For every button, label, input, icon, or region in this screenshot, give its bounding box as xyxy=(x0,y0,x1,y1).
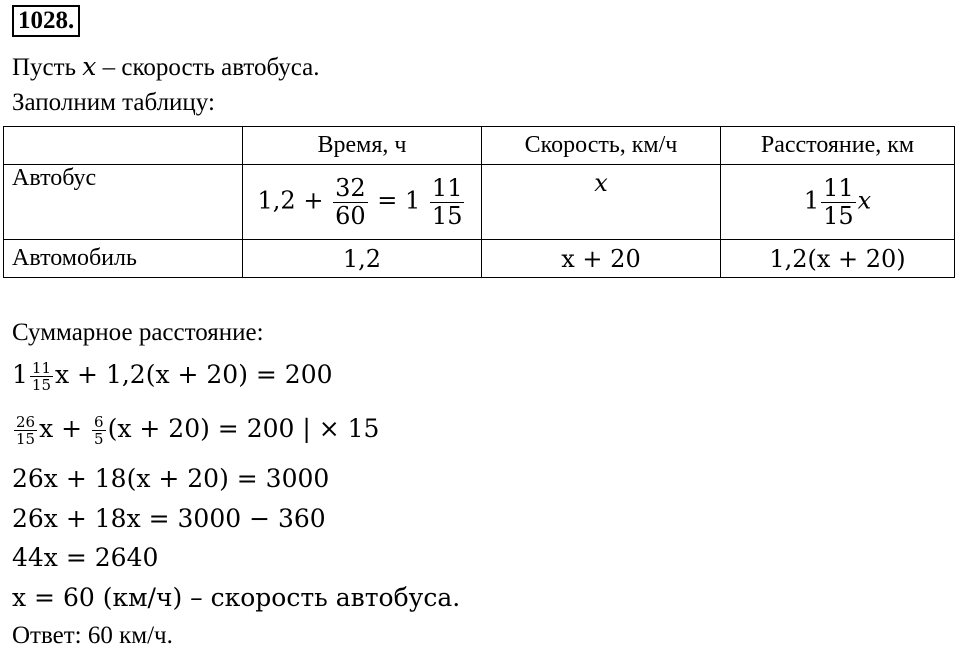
equation-6: x = 60 (км/ч) – скорость автобуса. xyxy=(12,583,461,612)
equation-2 xyxy=(12,412,379,448)
eq2-fraction-1 xyxy=(14,414,37,448)
eq2-numerator-2: 6 xyxy=(94,412,104,431)
problem-number: 1028. xyxy=(12,5,80,37)
eq1-numerator: 11 xyxy=(31,358,51,377)
bus-distance-fraction xyxy=(821,175,856,229)
eq2-fraction-2 xyxy=(92,414,106,448)
bus-time-fraction-1 xyxy=(333,175,368,229)
car-speed: x + 20 xyxy=(482,240,721,278)
eq1-fraction xyxy=(30,360,53,394)
data-table xyxy=(3,126,955,278)
table-row-car xyxy=(4,240,955,278)
bus-time xyxy=(243,165,482,240)
intro-variable: x xyxy=(82,52,97,81)
header-empty xyxy=(4,127,243,165)
equation-3: 26x + 18(x + 20) = 3000 xyxy=(12,464,330,493)
sum-label: Суммарное расстояние: xyxy=(12,319,264,346)
car-distance: 1,2(x + 20) xyxy=(721,240,955,278)
bus-time-base: 1,2 + xyxy=(257,186,324,215)
intro-let-prefix: Пусть xyxy=(12,54,76,81)
eq1-denominator: 15 xyxy=(31,376,51,394)
intro-line xyxy=(12,52,320,83)
eq1-rest: x + 1,2(x + 20) = 200 xyxy=(55,360,333,389)
answer: Ответ: 60 км/ч. xyxy=(12,622,173,649)
bus-distance-variable: x xyxy=(857,186,872,215)
equation-1 xyxy=(12,358,333,394)
equation-4: 26x + 18x = 3000 − 360 xyxy=(12,504,326,533)
eq2-numerator-1: 26 xyxy=(16,412,36,431)
bus-label: Автобус xyxy=(4,165,243,240)
table-header-row xyxy=(4,127,955,165)
car-time: 1,2 xyxy=(243,240,482,278)
eq2-denominator-2: 5 xyxy=(94,430,104,448)
intro-let-suffix: – скорость автобуса. xyxy=(102,54,320,81)
eq2-denominator-1: 15 xyxy=(16,430,36,448)
frac2-numerator: 11 xyxy=(431,174,463,203)
fill-table-line: Заполним таблицу: xyxy=(12,89,215,116)
header-speed: Скорость, км/ч xyxy=(482,127,721,165)
bus-distance-numerator: 11 xyxy=(823,174,854,203)
header-distance: Расстояние, км xyxy=(721,127,955,165)
header-time: Время, ч xyxy=(243,127,482,165)
eq2-middle: x + xyxy=(39,414,83,443)
equation-5: 44x = 2640 xyxy=(12,543,159,572)
eq2-rest: (x + 20) = 200 | × 15 xyxy=(107,414,380,443)
frac2-denominator: 15 xyxy=(431,201,463,230)
eq1-whole: 1 xyxy=(12,360,28,389)
frac1-denominator: 60 xyxy=(335,201,366,230)
bus-distance xyxy=(721,165,955,240)
table-row-bus xyxy=(4,165,955,240)
car-label: Автомобиль xyxy=(4,240,243,278)
bus-time-equals: = 1 xyxy=(377,186,421,215)
bus-distance-denominator: 15 xyxy=(823,201,854,230)
bus-distance-whole: 1 xyxy=(803,186,820,215)
bus-time-fraction-2 xyxy=(430,175,465,229)
bus-speed: x xyxy=(482,165,721,240)
frac1-numerator: 32 xyxy=(335,174,366,203)
